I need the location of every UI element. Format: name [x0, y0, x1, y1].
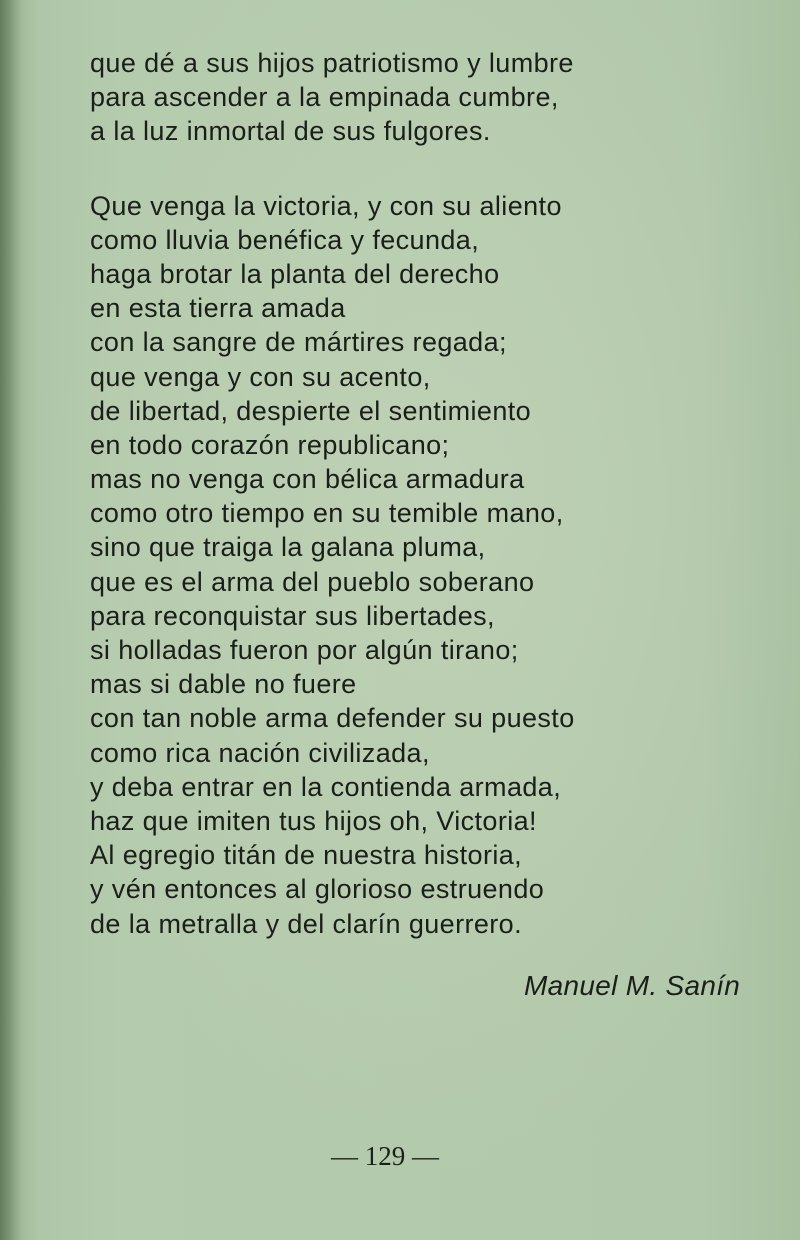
page-spine-shadow [0, 0, 22, 1240]
poem-line: para reconquistar sus libertades, [90, 600, 495, 631]
poem-line: de la metralla y del clarín guerrero. [90, 908, 522, 939]
poem-line: y vén entonces al glorioso estruendo [90, 874, 545, 905]
poem-line: como lluvia benéfica y fecunda, [90, 224, 480, 255]
poem-line: haga brotar la planta del derecho [90, 258, 500, 289]
stanza-1 [90, 46, 730, 149]
poem-line: de libertad, despierte el sentimiento [90, 395, 532, 426]
poem-line: que dé a sus hijos patriotismo y lumbre [90, 48, 574, 78]
poem-line: haz que imiten tus hijos oh, Victoria! [90, 805, 537, 836]
poem-line: a la luz inmortal de sus fulgores. [90, 116, 491, 147]
poem-line: mas no venga con bélica armadura [90, 464, 525, 495]
poem-line: como otro tiempo en su temible mano, [90, 498, 564, 529]
poem-line: para ascender a la empinada cumbre, [90, 82, 559, 113]
poem-line: con tan noble arma defender su puesto [90, 703, 575, 734]
page-number: — 129 — [331, 1141, 439, 1171]
poem-line: sino que traiga la galana pluma, [90, 532, 486, 563]
poem-line: que venga y con su acento, [90, 361, 431, 392]
poem-line: que es el arma del pueblo soberano [90, 566, 535, 597]
poem-line: con la sangre de mártires regada; [90, 327, 507, 358]
poem-line: en todo corazón republicano; [90, 429, 450, 460]
poem-line: como rica nación civilizada, [90, 737, 430, 768]
poem-line: Al egregio titán de nuestra historia, [90, 840, 523, 871]
author-signature: Manuel M. Sanín [524, 970, 741, 1001]
stanza-2 [90, 189, 730, 941]
poem-text [90, 46, 730, 941]
poem-line: y deba entrar en la contienda armada, [90, 771, 562, 802]
stanza-separator [90, 149, 730, 189]
poem-line: en esta tierra amada [90, 293, 346, 324]
poem-line: si holladas fueron por algún tirano; [90, 635, 519, 665]
poem-line: mas si dable no fuere [90, 669, 357, 700]
poem-line: Que venga la victoria, y con su aliento [90, 190, 562, 221]
